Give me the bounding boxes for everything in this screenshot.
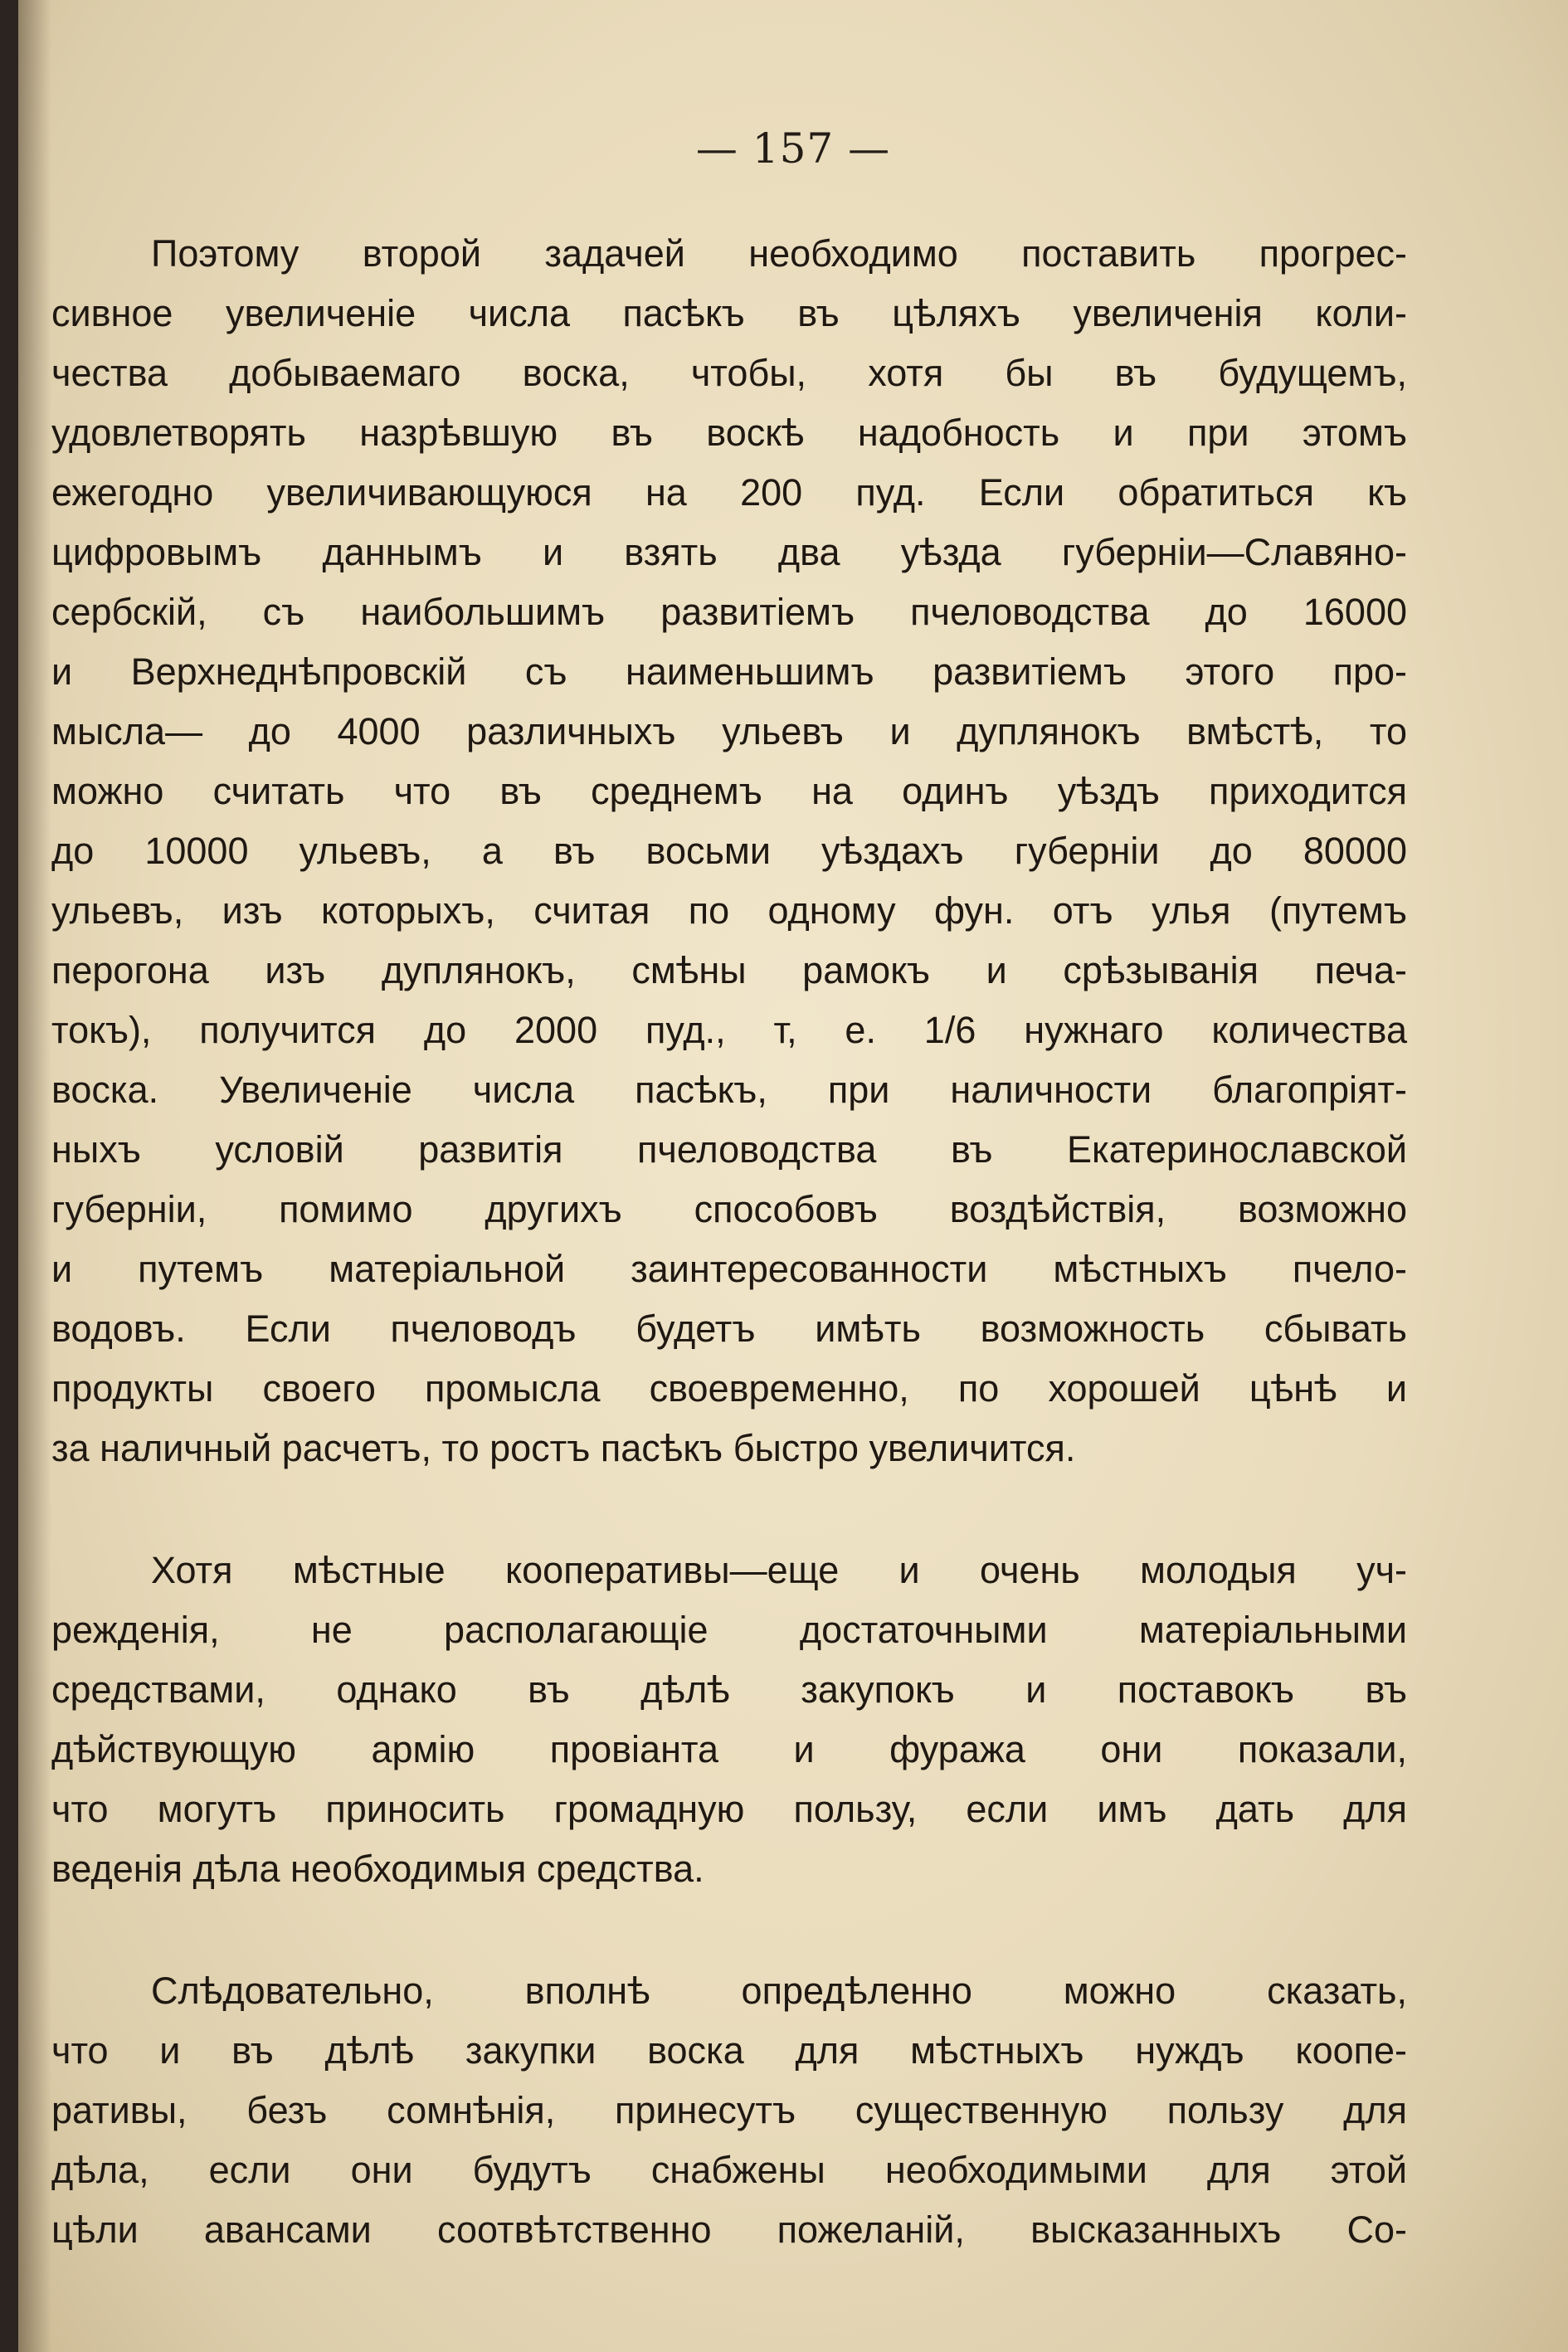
text-line: веденія дѣла необходимыя средства. [51, 1848, 704, 1890]
spine-shadow [18, 0, 51, 2352]
text-line: перогона изъ дуплянокъ, смѣны рамокъ и срѣзыванія печа- [51, 949, 1407, 991]
text-line: что могутъ приносить громадную пользу, если имъ дать для [51, 1788, 1407, 1830]
text-line: цѣли авансами соотвѣтственно пожеланій, высказанныхъ Со- [51, 2208, 1407, 2251]
text-line: токъ), получится до 2000 пуд., т, е. 1/6 нужнаго количества [51, 1009, 1407, 1051]
text-line: дѣйствующую армію провіанта и фуража они показали, [51, 1728, 1407, 1770]
text-line: сивное увеличеніе числа пасѣкъ въ цѣляхъ увеличенія коли- [51, 292, 1407, 334]
text-line: за наличный расчетъ, то ростъ пасѣкъ быстро увеличится. [51, 1427, 1076, 1469]
text-line: ныхъ условій развитія пчеловодства въ Екатеринославской [51, 1128, 1407, 1171]
text-line: и Верхнеднѣпровскій съ наименьшимъ развитіемъ этого про- [51, 650, 1407, 693]
body-text [51, 224, 1407, 2260]
paragraph-gap [51, 1899, 1407, 1961]
text-line: воска. Увеличеніе числа пасѣкъ, при наличности благопріят- [51, 1069, 1407, 1111]
text-line: Поэтому второй задачей необходимо поставить прогрес- [151, 232, 1407, 275]
text-line: Хотя мѣстные кооперативы—еще и очень молодыя уч- [151, 1549, 1407, 1591]
text-line: сербскій, съ наибольшимъ развитіемъ пчеловодства до 16000 [51, 591, 1407, 633]
text-line: продукты своего промысла своевременно, по хорошей цѣнѣ и [51, 1367, 1407, 1410]
text-line: средствами, однако въ дѣлѣ закупокъ и поставокъ въ [51, 1668, 1407, 1711]
text-line: водовъ. Если пчеловодъ будетъ имѣть возможность сбывать [51, 1307, 1407, 1350]
text-line: Слѣдовательно, вполнѣ опредѣленно можно сказать, [151, 1970, 1407, 2012]
text-line: что и въ дѣлѣ закупки воска для мѣстныхъ нуждъ коопе- [51, 2029, 1407, 2072]
text-line: ежегодно увеличивающуюся на 200 пуд. Если обратиться къ [51, 471, 1407, 514]
page-number: — 157 — [695, 124, 891, 173]
text-line: губерніи, помимо другихъ способовъ воздѣйствія, возможно [51, 1188, 1407, 1230]
paragraph-2 [51, 1541, 1407, 1899]
text-line: до 10000 ульевъ, а въ восьми уѣздахъ губерніи до 80000 [51, 830, 1407, 872]
text-line: дѣла, если они будутъ снабжены необходимыми для этой [51, 2149, 1407, 2191]
text-line: цифровымъ даннымъ и взять два уѣзда губерніи—Славяно- [51, 531, 1407, 573]
text-line: ульевъ, изъ которыхъ, считая по одному фун. отъ улья (путемъ [51, 889, 1407, 932]
paragraph-3 [51, 1961, 1407, 2260]
text-line: можно считать что въ среднемъ на одинъ уѣздъ приходится [51, 770, 1407, 812]
text-line: и путемъ матеріальной заинтересованности мѣстныхъ пчело- [51, 1248, 1407, 1290]
text-line: режденія, не располагающіе достаточными матеріальными [51, 1609, 1407, 1651]
book-page [18, 0, 1568, 2352]
paragraph-1 [51, 224, 1407, 1478]
text-line: удовлетворять назрѣвшую въ воскѣ надобность и при этомъ [51, 411, 1407, 454]
text-line: чества добываемаго воска, чтобы, хотя бы въ будущемъ, [51, 352, 1407, 394]
text-line: мысла— до 4000 различныхъ ульевъ и дуплянокъ вмѣстѣ, то [51, 710, 1407, 752]
paragraph-gap [51, 1478, 1407, 1541]
text-line: ративы, безъ сомнѣнія, принесутъ существенную пользу для [51, 2089, 1407, 2131]
